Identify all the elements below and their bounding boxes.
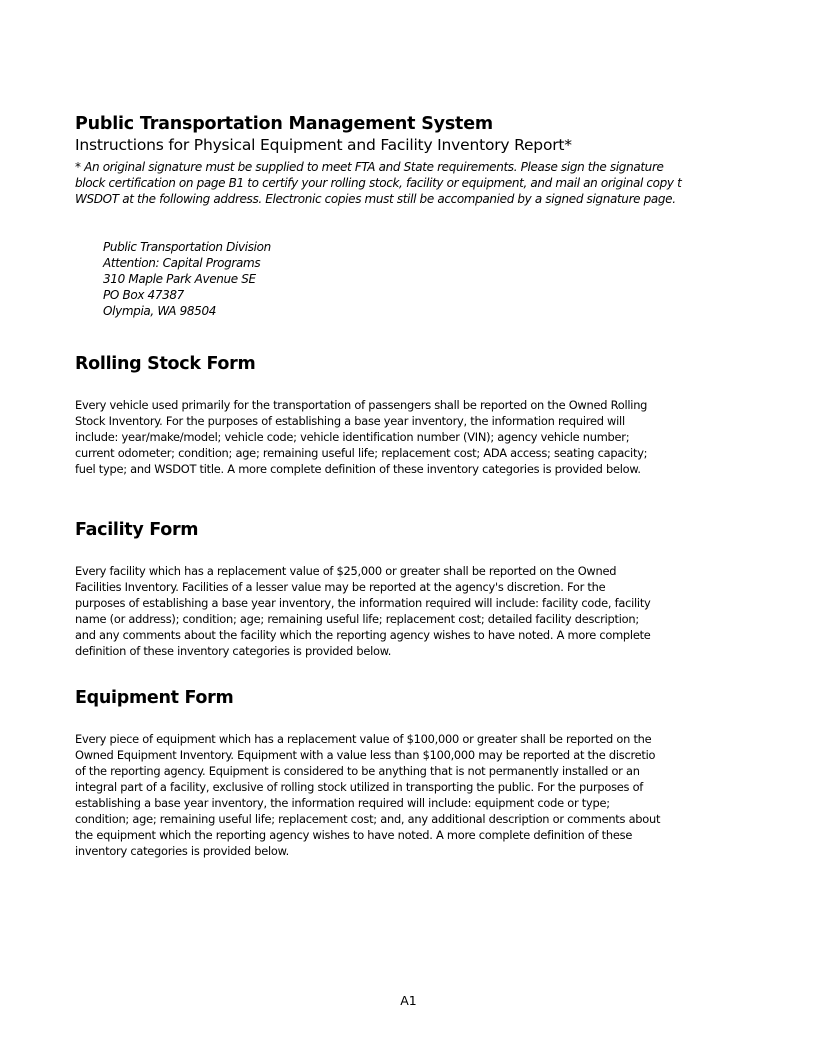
address-line: Public Transportation Division xyxy=(103,240,271,254)
signature-note xyxy=(75,159,692,207)
paragraph-line: integral part of a facility, exclusive of rolling stock utilized in transporting the public. For the purposes of xyxy=(75,780,644,794)
paragraph-line: Every piece of equipment which has a replacement value of $100,000 or greater shall be reported on the xyxy=(75,732,652,746)
paragraph-line: purposes of establishing a base year inventory, the information required will include: facility code, facility xyxy=(75,596,651,610)
facility-paragraph xyxy=(75,563,692,659)
address-line: Attention: Capital Programs xyxy=(103,256,261,270)
note-line: WSDOT at the following address. Electronic copies must still be accompanied by a signed signature page. xyxy=(75,192,676,206)
paragraph-line: name (or address); condition; age; remaining useful life; replacement cost; detailed facility description; xyxy=(75,612,639,626)
document-title: Public Transportation Management System xyxy=(75,114,493,134)
facility-heading: Facility Form xyxy=(75,520,199,540)
mailing-address xyxy=(103,239,271,319)
paragraph-line: include: year/make/model; vehicle code; vehicle identification number (VIN); agency vehicle number; xyxy=(75,430,630,444)
paragraph-line: Every facility which has a replacement value of $25,000 or greater shall be reported on the Owned xyxy=(75,564,617,578)
paragraph-line: Facilities Inventory. Facilities of a lesser value may be reported at the agency's discretion. For the xyxy=(75,580,606,594)
address-line: Olympia, WA 98504 xyxy=(103,304,217,318)
address-line: PO Box 47387 xyxy=(103,288,184,302)
note-line: block certification on page B1 to certify your rolling stock, facility or equipment, and mail an original copy t xyxy=(75,176,682,190)
equipment-heading: Equipment Form xyxy=(75,688,234,708)
rolling-stock-paragraph xyxy=(75,397,692,477)
paragraph-line: current odometer; condition; age; remaining useful life; replacement cost; ADA access; seating capacity; xyxy=(75,446,648,460)
note-line: * An original signature must be supplied to meet FTA and State requirements. Please sign the signature xyxy=(75,160,664,174)
page-number: A1 xyxy=(400,993,417,1008)
paragraph-line: of the reporting agency. Equipment is considered to be anything that is not permanently installed or an xyxy=(75,764,640,778)
paragraph-line: establishing a base year inventory, the information required will include: equipment code or type; xyxy=(75,796,610,810)
paragraph-line: Every vehicle used primarily for the transportation of passengers shall be reported on the Owned Rolling xyxy=(75,398,648,412)
address-line: 310 Maple Park Avenue SE xyxy=(103,272,256,286)
paragraph-line: condition; age; remaining useful life; replacement cost; and, any additional description or comments about xyxy=(75,812,661,826)
rolling-stock-heading: Rolling Stock Form xyxy=(75,354,256,374)
paragraph-line: Owned Equipment Inventory. Equipment with a value less than $100,000 may be reported at the discretio xyxy=(75,748,656,762)
paragraph-line: Stock Inventory. For the purposes of establishing a base year inventory, the information required will xyxy=(75,414,625,428)
paragraph-line: and any comments about the facility which the reporting agency wishes to have noted. A more complete xyxy=(75,628,651,642)
paragraph-line: the equipment which the reporting agency wishes to have noted. A more complete definition of these xyxy=(75,828,633,842)
document-subtitle: Instructions for Physical Equipment and Facility Inventory Report* xyxy=(75,136,572,154)
paragraph-line: fuel type; and WSDOT title. A more complete definition of these inventory categories is provided below. xyxy=(75,462,641,476)
paragraph-line: definition of these inventory categories is provided below. xyxy=(75,644,392,658)
paragraph-line: inventory categories is provided below. xyxy=(75,844,290,858)
equipment-paragraph xyxy=(75,731,692,859)
